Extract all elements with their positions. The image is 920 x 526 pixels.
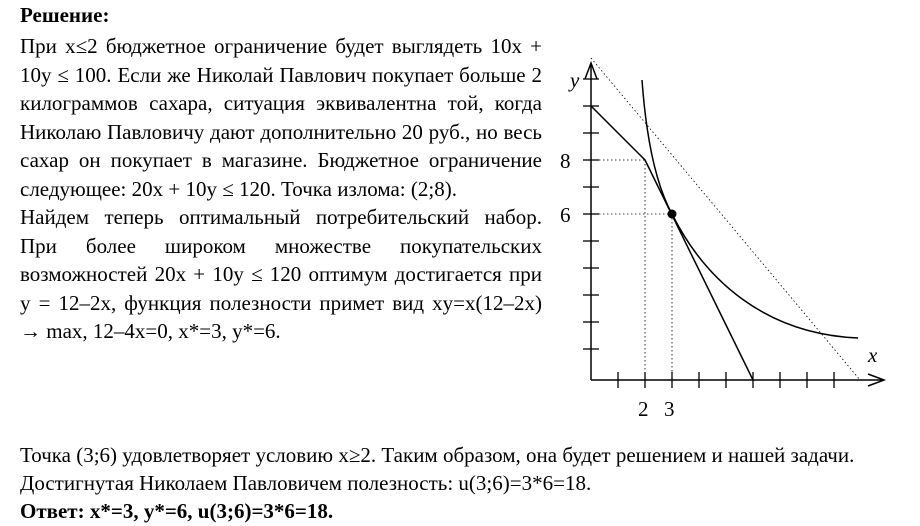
answer-line: Ответ: x*=3, y*=6, u(3;6)=3*6=18. — [20, 499, 334, 523]
solution-text-column — [20, 32, 542, 346]
solution-heading: Решение: — [20, 3, 110, 27]
solution-paragraph-3: Точка (3;6) удовлетворяет условию x≥2. Таким образом, она будет решением и нашей задачи. Достигнутая Николаем Павловичем полезность: u(3;6)=3*6=18. — [20, 443, 855, 495]
x-tick-label-2: 2 — [638, 397, 649, 421]
y-tick-label-8: 8 — [560, 149, 571, 173]
budget-constraint-figure — [550, 55, 890, 425]
indifference-curve — [642, 80, 858, 338]
budget-graph — [550, 55, 890, 425]
solution-conclusion — [20, 441, 895, 525]
x-axis-label: x — [868, 343, 878, 367]
dotted-guides — [591, 58, 860, 380]
x-tick-label-3: 3 — [664, 397, 675, 421]
y-tick-label-6: 6 — [560, 203, 571, 227]
optimum-point — [668, 210, 677, 219]
solution-paragraph-1: При x≤2 бюджетное ограничение будет выглядеть 10x + 10y ≤ 100. Если же Николай Павлович покупает больше 2 килограммов сахара, ситуация эквивалентна той, когда Николаю Павловичу дают дополнительно 20 руб., но весь сахар он покупает в магазине. Бюджетное ограничение следующее: 20x + 10y ≤ 120. Точка излома: (2;8). — [20, 34, 542, 201]
y-axis-label: y — [570, 68, 580, 92]
solution-paragraph-2: Найдем теперь оптимальный потребительский набор. При более широком множестве покупательских возможностей 20x + 10y ≤ 120 оптимум достигается при y = 12–2x, функция полезности примет вид xy=x(12–2x) → max, 12–4x=0, x*=3, y*=6. — [20, 205, 542, 343]
